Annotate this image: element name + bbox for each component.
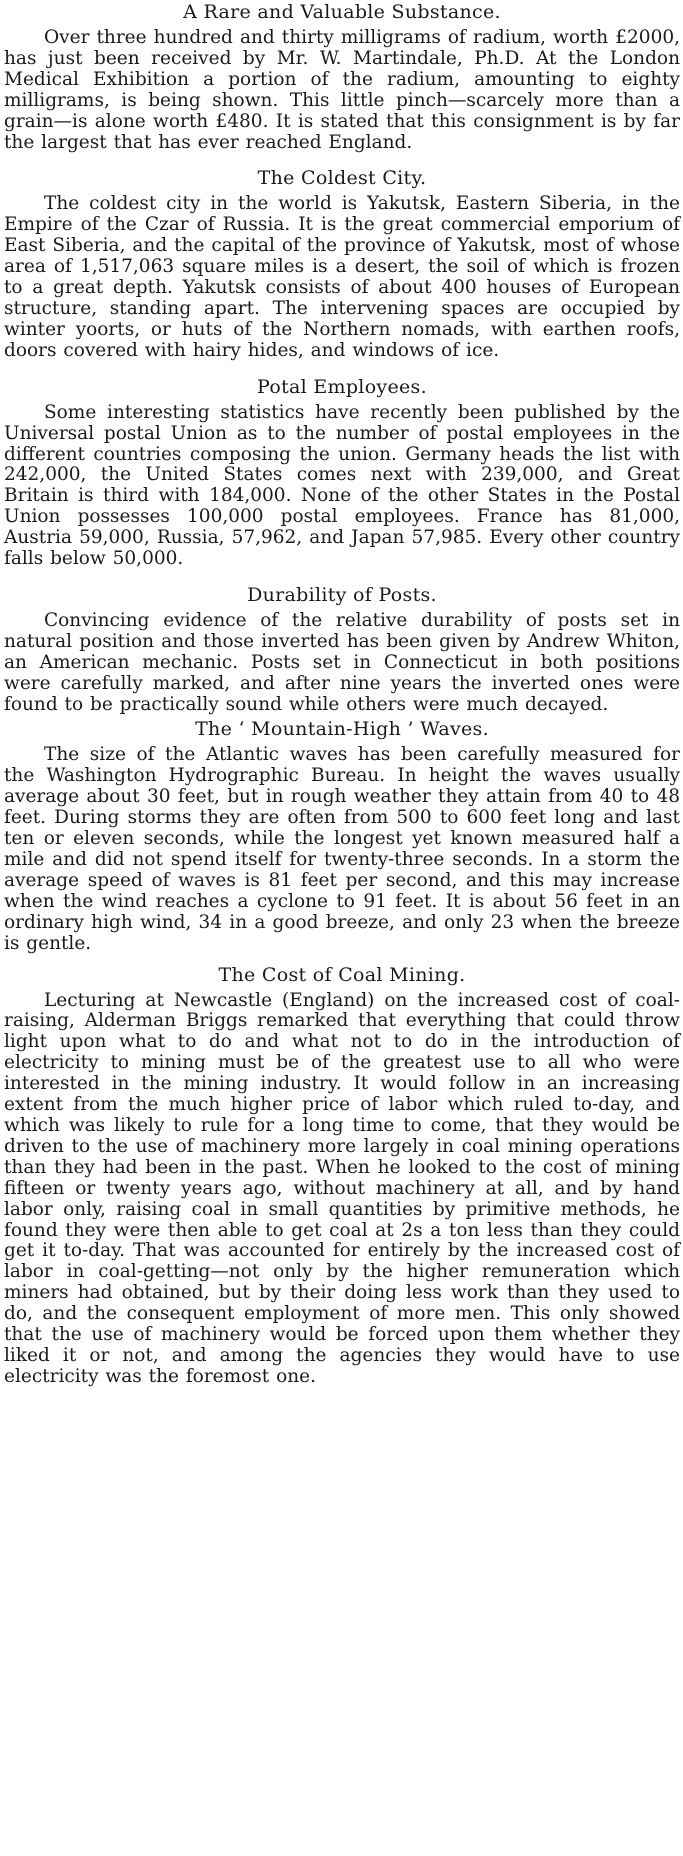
article-heading: Durability of Posts. xyxy=(247,583,437,606)
article-heading: The ‘ Mountain-High ’ Waves. xyxy=(195,718,489,741)
article-body: Lecturing at Newcastle (England) on the increased cost of coal-raising, Alderman Briggs remarked that everything that could throw light upon what to do and what not to do in the introduction of electricity to mining must be of the greatest use to all who were interested in the mining industry. It would follow in an increasing extent from the much higher price of labor which ruled to-day, and which was likely to rule for a long time to come, that they would be driven to the use of machinery more largely in coal mining operations than they had been in the past. When he looked to the cost of mining fifteen or twenty years ago, without machinery at all, and by hand labor only, raising coal in small quantities by primitive methods, he found they were then able to get coal at 2s a ton less than they could get it to-day. That was accounted for entirely by the increased cost of labor in coal-getting—not only by the higher remuneration which miners had obtained, but by their doing less work than they used to do, and the consequent employment of more men. This only showed that the use of machinery would be forced upon them whether they liked it or not, and among the agencies they would have to use electricity was the foremost one. xyxy=(4,989,680,1387)
article-body: Convincing evidence of the relative durability of posts set in natural position and those inverted has been given by Andrew Whiton, an American mechanic. Posts set in Connecticut in both positions were carefully marked, and after nine years the inverted ones were found to be practically sound while others were much decayed. xyxy=(4,609,680,715)
article-body: Over three hundred and thirty milligrams of radium, worth £2000, has just been received by Mr. W. Martindale, Ph.D. At the London Medical Exhibition a portion of the radium, amounting to eighty milligrams, is being shown. This little pinch—scarcely more than a grain—is alone worth £480. It is stated that this consignment is by far the largest that has ever reached England. xyxy=(4,27,680,153)
article-heading: The Coldest City. xyxy=(257,167,427,190)
article-heading: The Cost of Coal Mining. xyxy=(218,963,466,986)
article-atlantic-waves xyxy=(4,717,680,954)
article-body: Some interesting statistics have recently been published by the Universal postal Union as to the number of postal employees in the different countries composing the union. Germany heads the list with 242,000, the United States comes next with 239,000, and Great Britain is third with 184,000. None of the other States in the Postal Union possesses 100,000 postal employees. France has 81,000, Austria 59,000, Russia, 57,962, and Japan 57,985. Every other country falls below 50,000. xyxy=(4,401,680,570)
article-coldest-city xyxy=(4,166,680,361)
article-heading: Potal Employees. xyxy=(257,375,427,398)
article-body: The coldest city in the world is Yakutsk, Eastern Siberia, in the Empire of the Czar of Russia. It is the great commercial emporium of East Siberia, and the capital of the province of Yakutsk, most of whose area of 1,517,063 square miles is a desert, the soil of which is frozen to a great depth. Yakutsk consists of about 400 houses of European structure, standing apart. The intervening spaces are occupied by winter yoorts, or huts of the Northern nomads, with earthen roofs, doors covered with hairy hides, and windows of ice. xyxy=(4,193,680,361)
article-heading: A Rare and Valuable Substance. xyxy=(183,1,501,23)
newspaper-column xyxy=(4,0,680,1388)
article-radium xyxy=(4,0,680,153)
article-body: The size of the Atlantic waves has been carefully measured for the Washington Hydrographic Bureau. In height the waves usually average about 30 feet, but in rough weather they attain from 40 to 48 feet. During storms they are often from 500 to 600 feet long and last ten or eleven seconds, while the longest yet known measured half a mile and did not spend itself for twenty-three seconds. In a storm the average speed of waves is 81 feet per second, and this may increase when the wind reaches a cyclone to 91 feet. It is about 56 feet in an ordinary high wind, 34 in a good breeze, and only 23 when the breeze is gentle. xyxy=(4,744,680,954)
article-coal-mining xyxy=(4,963,680,1388)
article-postal-employees xyxy=(4,375,680,570)
article-durability-of-posts xyxy=(4,583,680,716)
